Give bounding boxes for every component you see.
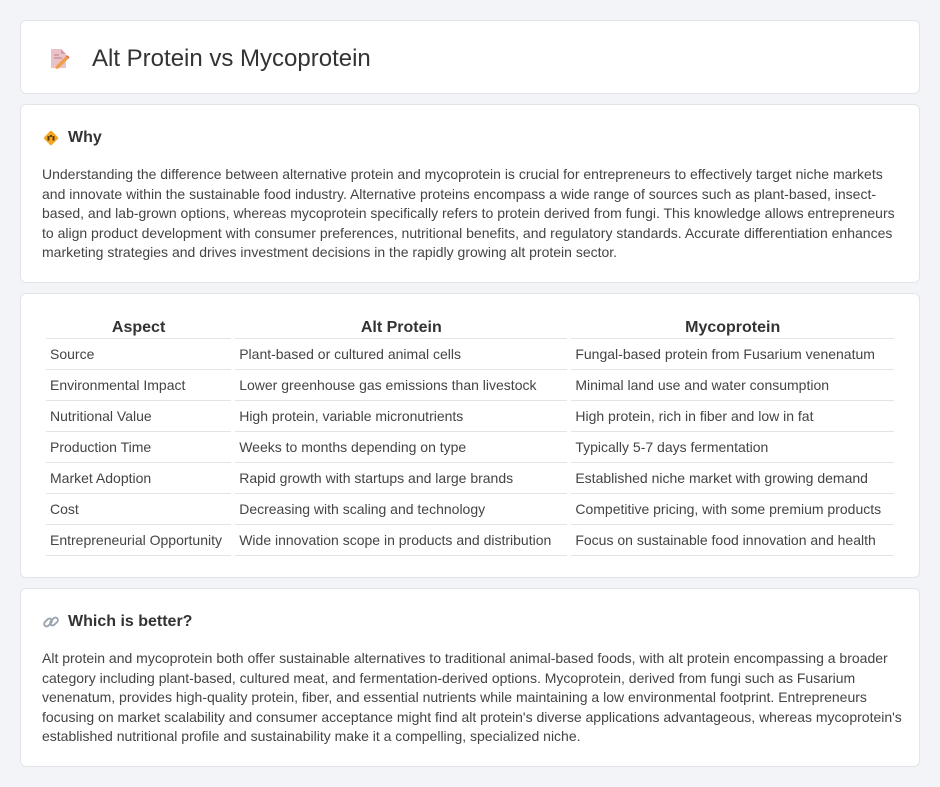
mycoprotein-cell: Focus on sustainable food innovation and health (571, 525, 894, 556)
diamond-sign-icon (42, 129, 60, 147)
mycoprotein-cell: Fungal-based protein from Fusarium venenatum (571, 339, 894, 370)
why-body: Understanding the difference between alternative protein and mycoprotein is crucial for entrepreneurs to effectively target niche markets and innovate within the sustainable food industry. Alternative proteins encompass a wide range of sources such as plant-based, insect-based, and lab-grown options, whereas mycoprotein specifically refers to protein derived from fungi. This knowledge allows entrepreneurs to align product development with consumer preferences, nutritional benefits, and regulatory standards. Accurate differentiation enhances marketing strategies and drives investment decisions in the rapidly growing alt protein sector. (42, 166, 895, 261)
table-row (46, 370, 894, 401)
aspect-cell: Source (46, 339, 231, 370)
table-row (46, 401, 894, 432)
alt-protein-cell: Weeks to months depending on type (235, 432, 567, 463)
better-body: Alt protein and mycoprotein both offer sustainable alternatives to traditional animal-based foods, with alt protein encompassing a broader category including plant-based, cultured meat, and fermentation-derived options. Mycoprotein, derived from fungi such as Fusarium venenatum, provides high-quality protein, fiber, and essential nutrients while maintaining a low environmental footprint. Entrepreneurs focusing on market scalability and consumer acceptance might find alt protein's diverse applications advantageous, whereas mycoprotein's established nutritional profile and sustainability make it a compelling, specialized niche. (42, 650, 902, 745)
aspect-cell: Nutritional Value (46, 401, 231, 432)
table-row (46, 432, 894, 463)
better-heading (42, 611, 192, 633)
why-title: Why (68, 129, 102, 146)
aspect-cell: Entrepreneurial Opportunity (46, 525, 231, 556)
alt-protein-cell: Rapid growth with startups and large brands (235, 463, 567, 494)
mycoprotein-cell: Established niche market with growing demand (571, 463, 894, 494)
table-row (46, 525, 894, 556)
page-title: Alt Protein vs Mycoprotein (92, 45, 371, 72)
table-row (46, 339, 894, 370)
which-better-section (20, 588, 920, 767)
aspect-cell: Production Time (46, 432, 231, 463)
table-row (46, 463, 894, 494)
column-header: Mycoprotein (571, 315, 894, 339)
why-section (20, 104, 920, 283)
table-row (46, 494, 894, 525)
mycoprotein-cell: High protein, rich in fiber and low in fat (571, 401, 894, 432)
column-header: Aspect (46, 315, 231, 339)
alt-protein-cell: Plant-based or cultured animal cells (235, 339, 567, 370)
mycoprotein-cell: Minimal land use and water consumption (571, 370, 894, 401)
alt-protein-cell: Wide innovation scope in products and distribution (235, 525, 567, 556)
why-heading (42, 127, 102, 149)
alt-protein-cell: High protein, variable micronutrients (235, 401, 567, 432)
comparison-table (42, 315, 898, 556)
column-header: Alt Protein (235, 315, 567, 339)
aspect-cell: Market Adoption (46, 463, 231, 494)
mycoprotein-cell: Typically 5-7 days fermentation (571, 432, 894, 463)
aspect-cell: Environmental Impact (46, 370, 231, 401)
table-header-row (46, 315, 894, 339)
aspect-cell: Cost (46, 494, 231, 525)
comparison-section (20, 293, 920, 578)
title-card (20, 20, 920, 94)
document-edit-icon (47, 47, 71, 71)
alt-protein-cell: Lower greenhouse gas emissions than livestock (235, 370, 567, 401)
alt-protein-cell: Decreasing with scaling and technology (235, 494, 567, 525)
mycoprotein-cell: Competitive pricing, with some premium products (571, 494, 894, 525)
link-icon (42, 613, 60, 631)
better-title: Which is better? (68, 613, 193, 630)
